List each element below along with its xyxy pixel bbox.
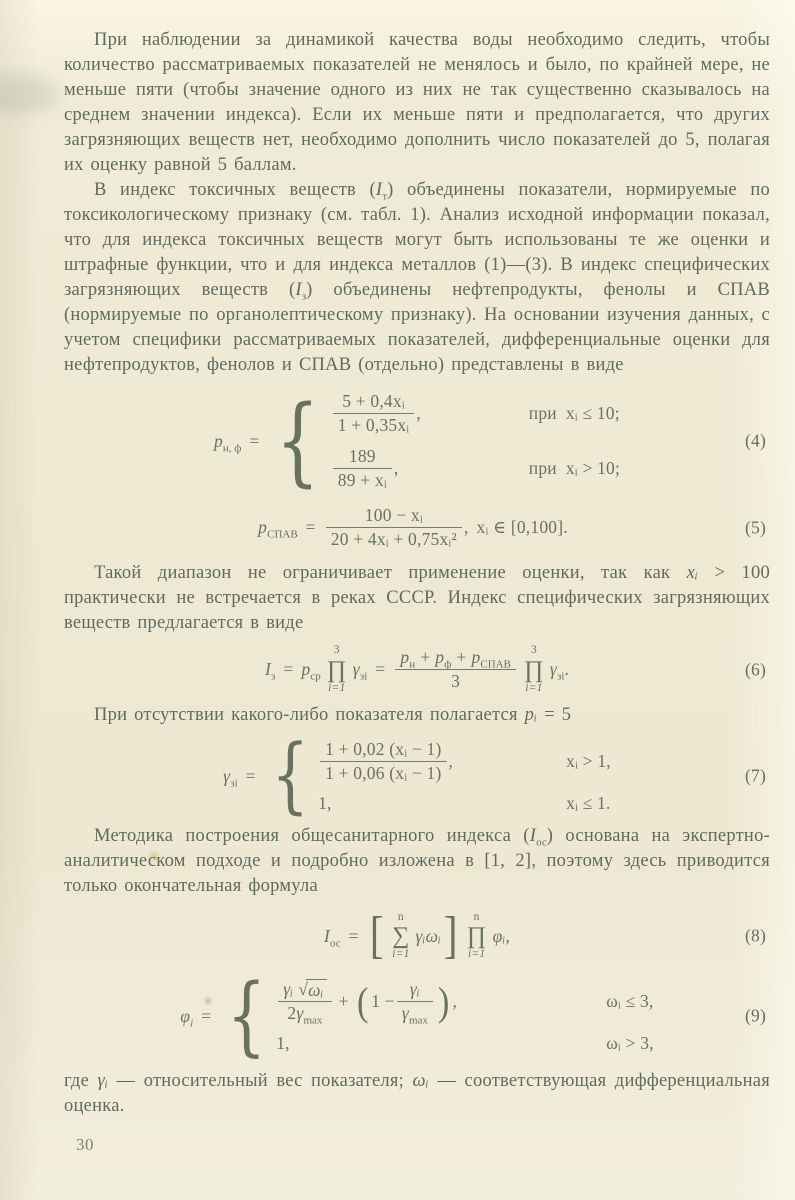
product-operator xyxy=(327,645,347,694)
left-paren: ( xyxy=(356,978,369,1024)
text-run: > 100 практически не встречается в реках СССР. Индекс специфических загрязняющих веществ предлагается в виде xyxy=(64,563,770,633)
equation-body xyxy=(265,645,569,694)
condition-expression: ωᵢ ≤ 3, xyxy=(606,991,654,1011)
product-operator xyxy=(524,645,544,694)
var-base: p xyxy=(301,659,311,679)
text-run: = 5 xyxy=(537,705,572,725)
text-run: — относительный вес показателя; xyxy=(108,1071,413,1091)
equals-sign: = xyxy=(348,925,359,946)
case-condition xyxy=(606,991,653,1012)
lhs-I-z xyxy=(264,659,276,683)
equation-number: (7) xyxy=(744,765,766,786)
plus-sign: + xyxy=(338,991,349,1011)
fraction xyxy=(395,646,516,693)
lower-limit: i=1 xyxy=(525,681,543,694)
var-subscript: ф xyxy=(444,658,452,671)
denominator xyxy=(397,1001,433,1025)
product-symbol: ∏ xyxy=(523,656,544,683)
var-base: γ xyxy=(296,1003,304,1024)
text-run: В индекс токсичных веществ ( xyxy=(94,180,376,200)
fraction xyxy=(397,978,433,1025)
comma: , xyxy=(448,751,454,771)
var-p-i: pᵢ xyxy=(524,705,538,725)
case-expression xyxy=(318,738,536,785)
text-run: — соответствующая дифференциальная оценка. xyxy=(64,1071,770,1116)
equation-body xyxy=(258,504,576,551)
right-bracket: ] xyxy=(443,907,458,964)
var-p-sr xyxy=(301,659,321,683)
equation-number: (4) xyxy=(744,430,766,451)
var-subscript: ос xyxy=(329,937,341,949)
equation-body xyxy=(180,966,654,1066)
square-root xyxy=(298,979,326,1000)
numerator: 100 − xᵢ xyxy=(364,505,423,525)
equation-body xyxy=(223,728,611,823)
var-subscript: ср xyxy=(310,670,321,683)
condition-expression: xᵢ > 10; xyxy=(565,458,621,478)
case-value: 1, xyxy=(318,793,332,813)
equation-6 xyxy=(64,645,770,694)
case-row xyxy=(276,978,654,1025)
var-base: γ xyxy=(223,765,231,786)
cases-brace: { xyxy=(271,728,309,823)
var-I-os xyxy=(529,826,547,849)
var-base: p xyxy=(471,647,481,667)
text-run: ) объединены показатели, нормируемые по токсикологическому признаку (см. табл. 1). Анализ исходной информации показал, что для индекса токсичных веществ могут быть использованы те же оценки и штрафные функции, что и для индекса металлов (1)—(3). В индекс специфических загрязняющих веществ ( xyxy=(64,180,770,300)
condition-expression: ωᵢ > 3, xyxy=(606,1033,654,1054)
page-content xyxy=(64,28,770,1155)
sum-operator xyxy=(392,912,409,961)
var-subscript: зi xyxy=(359,670,368,683)
var-subscript: з xyxy=(271,670,276,683)
equation-4 xyxy=(64,386,770,496)
var-gamma-max xyxy=(401,1003,428,1027)
coefficient: 2 xyxy=(287,1003,297,1024)
case-condition xyxy=(566,793,611,814)
var-subscript: max xyxy=(408,1014,428,1027)
condition-expression: xᵢ ≤ 10; xyxy=(565,403,620,423)
comma: , xyxy=(452,991,458,1011)
var-gamma-max xyxy=(296,1003,323,1027)
var-p-f xyxy=(435,647,452,671)
text-run: Такой диапазон не ограничивает применение оценки, так как xyxy=(94,563,687,583)
var-base: I xyxy=(375,180,383,200)
var-subscript: СПАВ xyxy=(480,658,511,671)
comma: , xyxy=(416,403,421,423)
var-subscript: т xyxy=(382,190,388,203)
fraction xyxy=(326,504,462,551)
numerator xyxy=(278,978,331,1001)
lhs-p-n-f xyxy=(214,431,241,452)
product-symbol: ∏ xyxy=(326,656,347,683)
var-base: I xyxy=(323,925,330,946)
equals-sign: = xyxy=(305,517,316,537)
equation-body xyxy=(323,907,511,964)
product-body: φᵢ xyxy=(492,925,506,946)
cases-group xyxy=(276,974,654,1058)
paragraph-range-note xyxy=(64,561,770,636)
var-subscript: i xyxy=(190,1017,194,1029)
radical-sign: √ xyxy=(298,978,309,999)
var-base: I xyxy=(264,659,271,679)
equation-7 xyxy=(64,728,770,823)
paragraph-notation-legend xyxy=(64,1069,770,1119)
period: . xyxy=(564,659,570,679)
text-run: ) основана на экспертно-аналитическом подходе и подробно изложена в [1, 2], поэтому здесь приводится только окончательная формула xyxy=(64,826,770,896)
case-condition xyxy=(606,1033,654,1054)
case-expression xyxy=(331,445,503,492)
sum-symbol: ∑ xyxy=(392,923,410,949)
case-row xyxy=(276,1033,654,1054)
page-number: 30 xyxy=(76,1135,94,1154)
numerator: 189 xyxy=(348,446,376,466)
case-condition xyxy=(529,458,620,479)
text-run: Методика построения общесанитарного индекса ( xyxy=(94,826,530,846)
denominator: 1 + 0,06 (xᵢ − 1) xyxy=(320,761,446,785)
denominator: 20 + 4xᵢ + 0,75xᵢ² xyxy=(326,527,462,551)
equals-sign: = xyxy=(249,430,260,451)
equals-sign: = xyxy=(201,1005,212,1026)
equation-9 xyxy=(64,966,770,1066)
cases-group xyxy=(318,734,611,818)
equals-sign: = xyxy=(283,659,294,679)
numerator xyxy=(395,646,516,669)
var-base: γ xyxy=(352,659,360,679)
var-gamma-zi xyxy=(352,659,368,683)
paragraph-toxic-substances-index xyxy=(64,178,770,378)
var-subscript: зi xyxy=(557,670,565,683)
domain-constraint: xᵢ ∈ [0,100]. xyxy=(476,517,568,537)
var-base: I xyxy=(295,280,302,300)
equation-8 xyxy=(64,907,770,964)
cases-brace: { xyxy=(226,966,267,1066)
text-run: где xyxy=(64,1071,98,1091)
equation-number: (8) xyxy=(744,925,766,946)
case-row xyxy=(318,793,611,814)
var-base: p xyxy=(258,517,268,537)
equation-number: (6) xyxy=(744,659,766,679)
var-gamma-i: γᵢ xyxy=(283,978,294,999)
case-expression xyxy=(276,1033,576,1054)
right-paren: ) xyxy=(437,978,450,1024)
var-base: p xyxy=(213,430,223,451)
var-subscript: з xyxy=(301,290,307,303)
equation-number: (5) xyxy=(744,517,766,537)
var-subscript: н, ф xyxy=(222,442,242,454)
case-condition xyxy=(566,751,611,772)
product-symbol: ∏ xyxy=(466,923,487,949)
inner-expression: 1 − xyxy=(371,991,395,1011)
text-run: При отсутствии какого-либо показателя полагается xyxy=(94,705,525,725)
var-p-n xyxy=(400,647,416,671)
var-omega-i: ωᵢ xyxy=(412,1071,429,1091)
upper-limit: n xyxy=(397,910,404,923)
upper-limit: 3 xyxy=(530,644,537,656)
cases-group xyxy=(331,386,620,496)
plus-sign: + xyxy=(420,647,431,667)
equals-sign: = xyxy=(375,659,386,679)
comma: , xyxy=(463,517,469,537)
var-gamma-zi xyxy=(549,659,565,683)
equation-number: (9) xyxy=(744,1005,766,1026)
paragraph-sanitary-index-method xyxy=(64,824,770,899)
case-row xyxy=(318,738,611,785)
var-base: p xyxy=(400,647,410,667)
denominator xyxy=(278,1001,331,1025)
condition-expression: xᵢ ≤ 1. xyxy=(566,793,611,813)
var-gamma-i: γᵢ xyxy=(97,1071,109,1091)
var-x-i: xᵢ xyxy=(686,563,699,583)
lhs-phi-i xyxy=(180,1006,193,1027)
fraction xyxy=(333,390,415,437)
var-subscript: зi xyxy=(230,777,238,789)
var-base: γ xyxy=(401,1003,409,1023)
equation-5 xyxy=(64,504,770,551)
left-bracket: [ xyxy=(369,907,384,964)
var-base: p xyxy=(435,647,445,667)
lower-limit: i=1 xyxy=(392,948,410,960)
var-p-spav xyxy=(471,647,511,671)
lhs-I-os xyxy=(324,926,341,947)
text-run: ) объединены нефтепродукты, фенолы и СПАВ (нормируемые по органолептическому признаку). На основании изучения данных, с учетом специфики рассматриваемых показателей, дифференциальные оценки для нефтепродуктов, фенолов и СПАВ (отдельно) представлены в виде xyxy=(64,280,770,375)
case-expression xyxy=(276,978,576,1025)
case-row xyxy=(331,445,620,492)
var-I-z xyxy=(295,280,307,303)
lower-limit: i=1 xyxy=(467,948,486,960)
comma: , xyxy=(505,925,511,946)
condition-word: при xyxy=(528,458,557,478)
lower-limit: i=1 xyxy=(328,681,346,694)
var-subscript: СПАВ xyxy=(267,528,298,541)
case-condition xyxy=(529,403,620,424)
cases-brace: { xyxy=(276,385,321,497)
denominator: 3 xyxy=(395,669,516,693)
var-subscript: н xyxy=(409,658,416,671)
case-value: 1, xyxy=(276,1033,290,1054)
lhs-p-spav xyxy=(258,517,298,541)
var-subscript: max xyxy=(303,1014,323,1027)
denominator: 1 + 0,35xᵢ xyxy=(333,413,415,437)
var-I-t xyxy=(375,180,388,203)
paragraph-missing-indicator xyxy=(64,703,770,728)
condition-expression: xᵢ > 1, xyxy=(566,751,611,771)
equals-sign: = xyxy=(245,765,256,786)
comma: , xyxy=(393,458,399,478)
product-operator xyxy=(467,912,487,961)
var-subscript: ос xyxy=(536,836,547,849)
denominator: 89 + xᵢ xyxy=(333,468,392,492)
fraction xyxy=(320,738,446,785)
paragraph-water-quality-monitoring: При наблюдении за динамикой качества воды необходимо следить, чтобы количество рассматриваемых показателей не менялось и было, по крайней мере, не меньше пяти (чтобы значение одного из них не так существенно сказывалось на среднем значении индекса). Если их меньше пяти и предполагается, что других загрязняющих веществ нет, необходимо дополнить число показателей до 5, полагая их оценку равной 5 баллам. xyxy=(64,30,770,175)
numerator: 1 + 0,02 (xᵢ − 1) xyxy=(325,739,442,759)
case-expression xyxy=(318,793,536,814)
plus-sign: + xyxy=(456,647,467,667)
case-expression xyxy=(331,390,503,437)
condition-word: при xyxy=(528,403,557,423)
equation-body xyxy=(214,386,620,496)
fraction xyxy=(333,445,392,492)
numerator: γᵢ xyxy=(409,979,420,999)
upper-limit: n xyxy=(473,910,480,923)
sum-body: γᵢωᵢ xyxy=(415,925,442,946)
var-base: φ xyxy=(180,1005,191,1026)
radicand: ωᵢ xyxy=(306,979,327,1000)
lhs-gamma-zi xyxy=(223,766,238,787)
case-row xyxy=(331,390,620,437)
fraction xyxy=(278,978,331,1025)
scan-smudge-artifact xyxy=(0,74,58,114)
upper-limit: 3 xyxy=(333,644,340,656)
var-base: γ xyxy=(549,659,558,679)
var-base: I xyxy=(529,826,537,846)
numerator: 5 + 0,4xᵢ xyxy=(342,391,405,411)
